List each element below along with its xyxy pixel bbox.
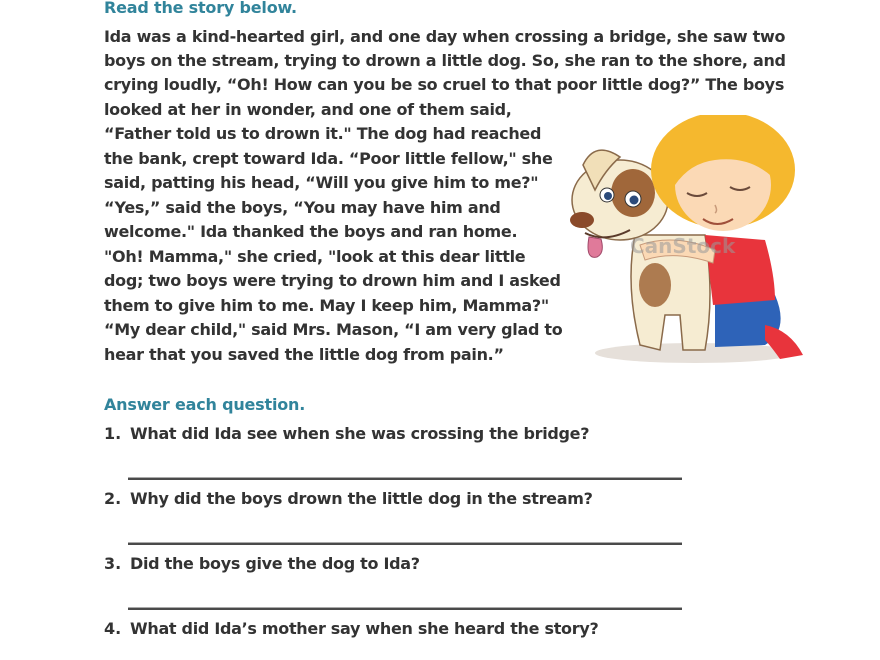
- story-line: crying loudly, “Oh! How can you be so cruel to that poor little dog?” The boys: [104, 75, 785, 94]
- story-line: dog; two boys were trying to drown him and I asked: [104, 271, 561, 290]
- story-line: said, patting his head, “Will you give him to me?": [104, 173, 539, 192]
- question-number: 1.: [104, 424, 122, 443]
- question-text: Did the boys give the dog to Ida?: [130, 554, 420, 573]
- story-line: Ida was a kind-hearted girl, and one day when crossing a bridge, she saw two: [104, 27, 786, 46]
- story-line: hear that you saved the little dog from pain.”: [104, 345, 504, 364]
- story-line: “Father told us to drown it." The dog had reached: [104, 124, 542, 143]
- story-line: welcome." Ida thanked the boys and ran home.: [104, 222, 518, 241]
- story-heading: Read the story below.: [104, 0, 297, 17]
- story-line: looked at her in wonder, and one of them said,: [104, 100, 512, 119]
- watermark-text: CanStock: [630, 234, 736, 258]
- story-line: "Oh! Mamma," she cried, "look at this dear little: [104, 247, 526, 266]
- answer-line-1[interactable]: [128, 477, 682, 480]
- question-text: Why did the boys drown the little dog in the stream?: [130, 489, 593, 508]
- answer-line-2[interactable]: [128, 542, 682, 545]
- story-line: “My dear child," said Mrs. Mason, “I am very glad to: [104, 320, 563, 339]
- story-line: them to give him to me. May I keep him, Mamma?": [104, 296, 549, 315]
- answer-line-3[interactable]: [128, 607, 682, 610]
- question-number: 3.: [104, 554, 122, 573]
- questions-heading: Answer each question.: [104, 395, 306, 414]
- story-line: the bank, crept toward Ida. “Poor little fellow," she: [104, 149, 553, 168]
- question-text: What did Ida’s mother say when she heard the story?: [130, 619, 599, 638]
- question-number: 4.: [104, 619, 122, 638]
- question-number: 2.: [104, 489, 122, 508]
- question-text: What did Ida see when she was crossing the bridge?: [130, 424, 590, 443]
- story-line: “Yes,” said the boys, “You may have him and: [104, 198, 501, 217]
- girl-hugging-dog-illustration: [565, 115, 810, 370]
- story-line: boys on the stream, trying to drown a little dog. So, she ran to the shore, and: [104, 51, 786, 70]
